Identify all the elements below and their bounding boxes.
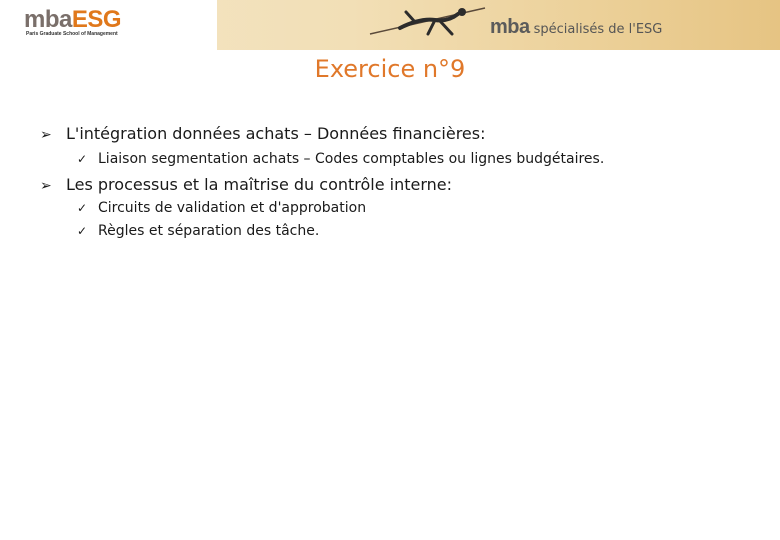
brand-mba-specialises: [490, 16, 662, 39]
mba-esg-logo: [0, 0, 203, 50]
bullet-item-1: [40, 124, 486, 143]
arrow-bullet-icon: ➢: [40, 127, 52, 143]
header-banner: [0, 0, 780, 50]
pole-vaulter-icon: [340, 0, 490, 50]
brand-subtitle: spécialisés de l'ESG: [533, 22, 663, 37]
checkmark-icon: ✓: [77, 201, 88, 215]
arrow-bullet-icon: ➢: [40, 178, 52, 194]
logo-tagline: Paris Graduate School of Management: [26, 31, 118, 37]
checkmark-icon: ✓: [77, 224, 88, 238]
brand-mba-text: mba: [490, 16, 530, 38]
logo-mba-text: mba: [24, 6, 72, 33]
slide-title: Exercice n°9: [314, 55, 466, 83]
sub-bullet-text: Liaison segmentation achats – Codes comptables ou lignes budgétaires.: [98, 151, 605, 167]
bullet-item-2: [40, 175, 452, 194]
checkmark-icon: ✓: [77, 152, 88, 166]
bullet-text: L'intégration données achats – Données financières:: [66, 124, 486, 143]
header-divider: [203, 0, 217, 50]
bullet-text: Les processus et la maîtrise du contrôle interne:: [66, 175, 453, 194]
logo-esg-text: ESG: [71, 6, 122, 33]
sub-bullet-text: Règles et séparation des tâche.: [98, 223, 320, 239]
sub-bullet-item-3: [77, 223, 319, 239]
sub-bullet-item-1: [77, 151, 604, 167]
sub-bullet-text: Circuits de validation et d'approbation: [98, 200, 367, 216]
sub-bullet-item-2: [77, 200, 366, 216]
